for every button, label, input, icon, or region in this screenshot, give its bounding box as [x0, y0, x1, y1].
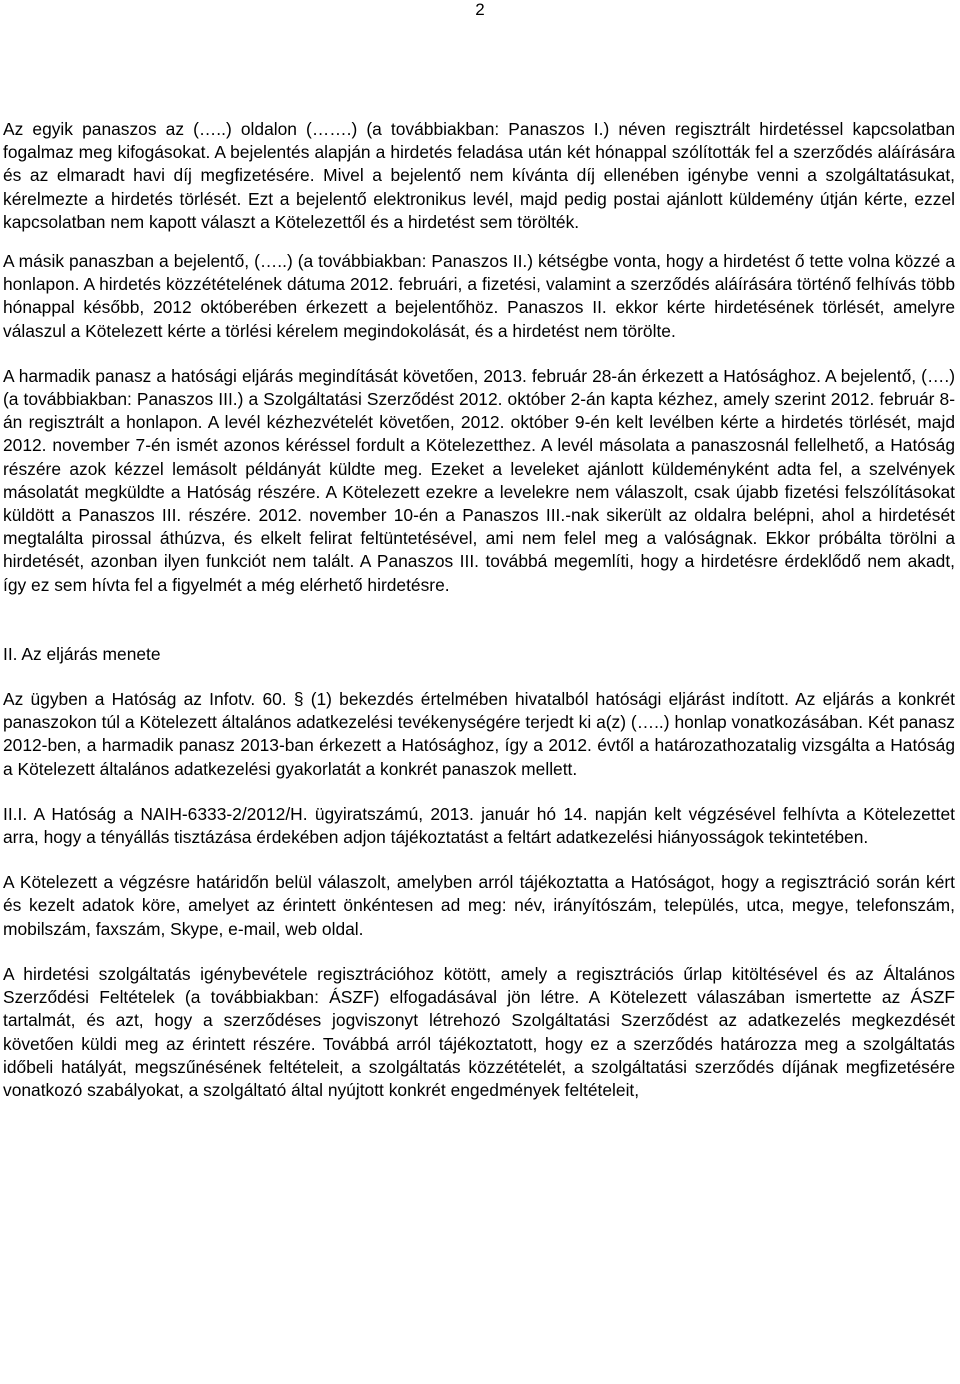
section-heading: II. Az eljárás menete [3, 643, 161, 664]
paragraph-registration: A hirdetési szolgáltatás igénybevétele regisztrációhoz kötött, amely a regisztrációs űrlap kitöltésével és az Általános Szerződési Feltételek (a továbbiakban: ÁSZF) elfogadásával jön létre. A Kötelezett válaszában ismertette az ÁSZF tartalmát, és azt, hogy a szerződéses jogviszonyt létrehozó Szolgáltatási Szerződést az adatkezelés megkezdését követően küldi meg az érintett részére. Továbbá arról tájékoztatott, hogy ez a szerződés határozza meg a szolgáltatás időbeli hatályát, megszűnésének feltételeit, a szolgáltatás közzétételét, a szolgáltatási szerződés díjának megfizetésére vonatkozó szabályokat, a szolgáltató által nyújtott konkrét engedmények feltételeit, [3, 963, 955, 1100]
paragraph-response: A Kötelezett a végzésre határidőn belül válaszolt, amelyben arról tájékoztatta a Hatóságot, hogy a regisztráció során kért és kezelt adatok köre, amelyet az érintett önkéntesen ad meg: név, irányítószám, település, utca, megye, telefonszám, mobilszám, faxszám, Skype, e-mail, web oldal. [3, 872, 955, 939]
paragraph-order: II.I. A Hatóság a NAIH-6333-2/2012/H. ügyiratszámú, 2013. január hó 14. napján kelt végzésével felhívta a Kötelezettet arra, hogy a tényállás tisztázása érdekében adjon tájékoztatást a feltárt adatkezelési hiányosságok tekintetében. [3, 803, 955, 848]
document-body [3, 118, 955, 1102]
paragraph-complaint-2: A másik panaszban a bejelentő, (…..) (a továbbiakban: Panaszos II.) kétségbe vonta, hogy a hirdetést ő tette volna közzé a honlapon. A hirdetés közzétételének dátuma 2012. februári, a fizetési, valamint a szerződés aláírására történő felhívás több hónappal később, 2012 októberében érkezett a bejelentőhöz. Panaszos II. ekkor kérte hirdetésének törlését, amelyre válaszul a Kötelezett kérte a törlési kérelem megindokolását, és a hirdetést nem törölte. [3, 251, 955, 341]
paragraph-complaint-1: Az egyik panaszos az (…..) oldalon (…….) (a továbbiakban: Panaszos I.) néven regisztrált hirdetéssel kapcsolatban fogalmaz meg kifogásokat. A bejelentés alapján a hirdetés feladása után két hónappal szólították fel a szerződés aláírására és az elmaradt havi díj megfizetésére. Mivel a bejelentő nem kívánta díj ellenében igénybe venni a szolgáltatásukat, kérelmezte a hirdetés törlését. Ezt a bejelentő elektronikus levél, majd pedig postai ajánlott küldemény útján kérte, ezzel kapcsolatban nem kapott választ a Kötelezettől és a hirdetést sem törölték. [3, 119, 955, 232]
paragraph-procedure: Az ügyben a Hatóság az Infotv. 60. § (1) bekezdés értelmében hivatalból hatósági eljárást indított. Az eljárás a konkrét panaszokon túl a Kötelezett általános adatkezelési tevékenységére terjedt ki a(z) (…..) honlap vonatkozásában. Két panasz 2012-ben, a harmadik panasz 2013-ban érkezett a Hatósághoz, így a 2012. évtől a határozathozatalig vizsgálta a Hatóság a Kötelezett általános adatkezelési gyakorlatát a konkrét panaszok mellett. [3, 689, 955, 779]
paragraph-complaint-3: A harmadik panasz a hatósági eljárás megindítását követően, 2013. február 28-án érkezett a Hatósághoz. A bejelentő, (….) (a továbbiakban: Panaszos III.) a Szolgáltatási Szerződést 2012. október 2-án kapta kézhez, amely szerint 2012. február 8-án regisztrált a honlapon. A levél kézhezvételét követően, 2012. október 9-én kelt levélben kérte a hirdetés törlését, majd 2012. november 7-én ismét azonos kéréssel fordult a Kötelezetthez. A levél másolata a panaszosnál fellelhető, a Hatóság részére azok kézzel lemásolt példányát küldte meg. Ezeket a leveleket ajánlott küldeményként adta fel, a szelvények másolatát megküldte a Hatóság részére. A Kötelezett ezekre a levelekre nem válaszolt, csak újabb fizetési felszólításokat küldött a Panaszos III. részére. 2012. november 10-én a Panaszos III.-nak sikerült az oldalra belépni, ahol a hirdetését megtalálta pirossal áthúzva, és elkelt felirat feltüntetésével, ami nem felel meg a valóságnak. Ekkor próbálta törölni a hirdetését, azonban ilyen funkciót nem talált. A Panaszos III. továbbá megemlíti, hogy a hirdetésre érdeklődő nem akadt, így ez sem hívta fel a figyelmét a még elérhető hirdetésre. [3, 365, 955, 595]
page-number: 2 [475, 0, 485, 19]
